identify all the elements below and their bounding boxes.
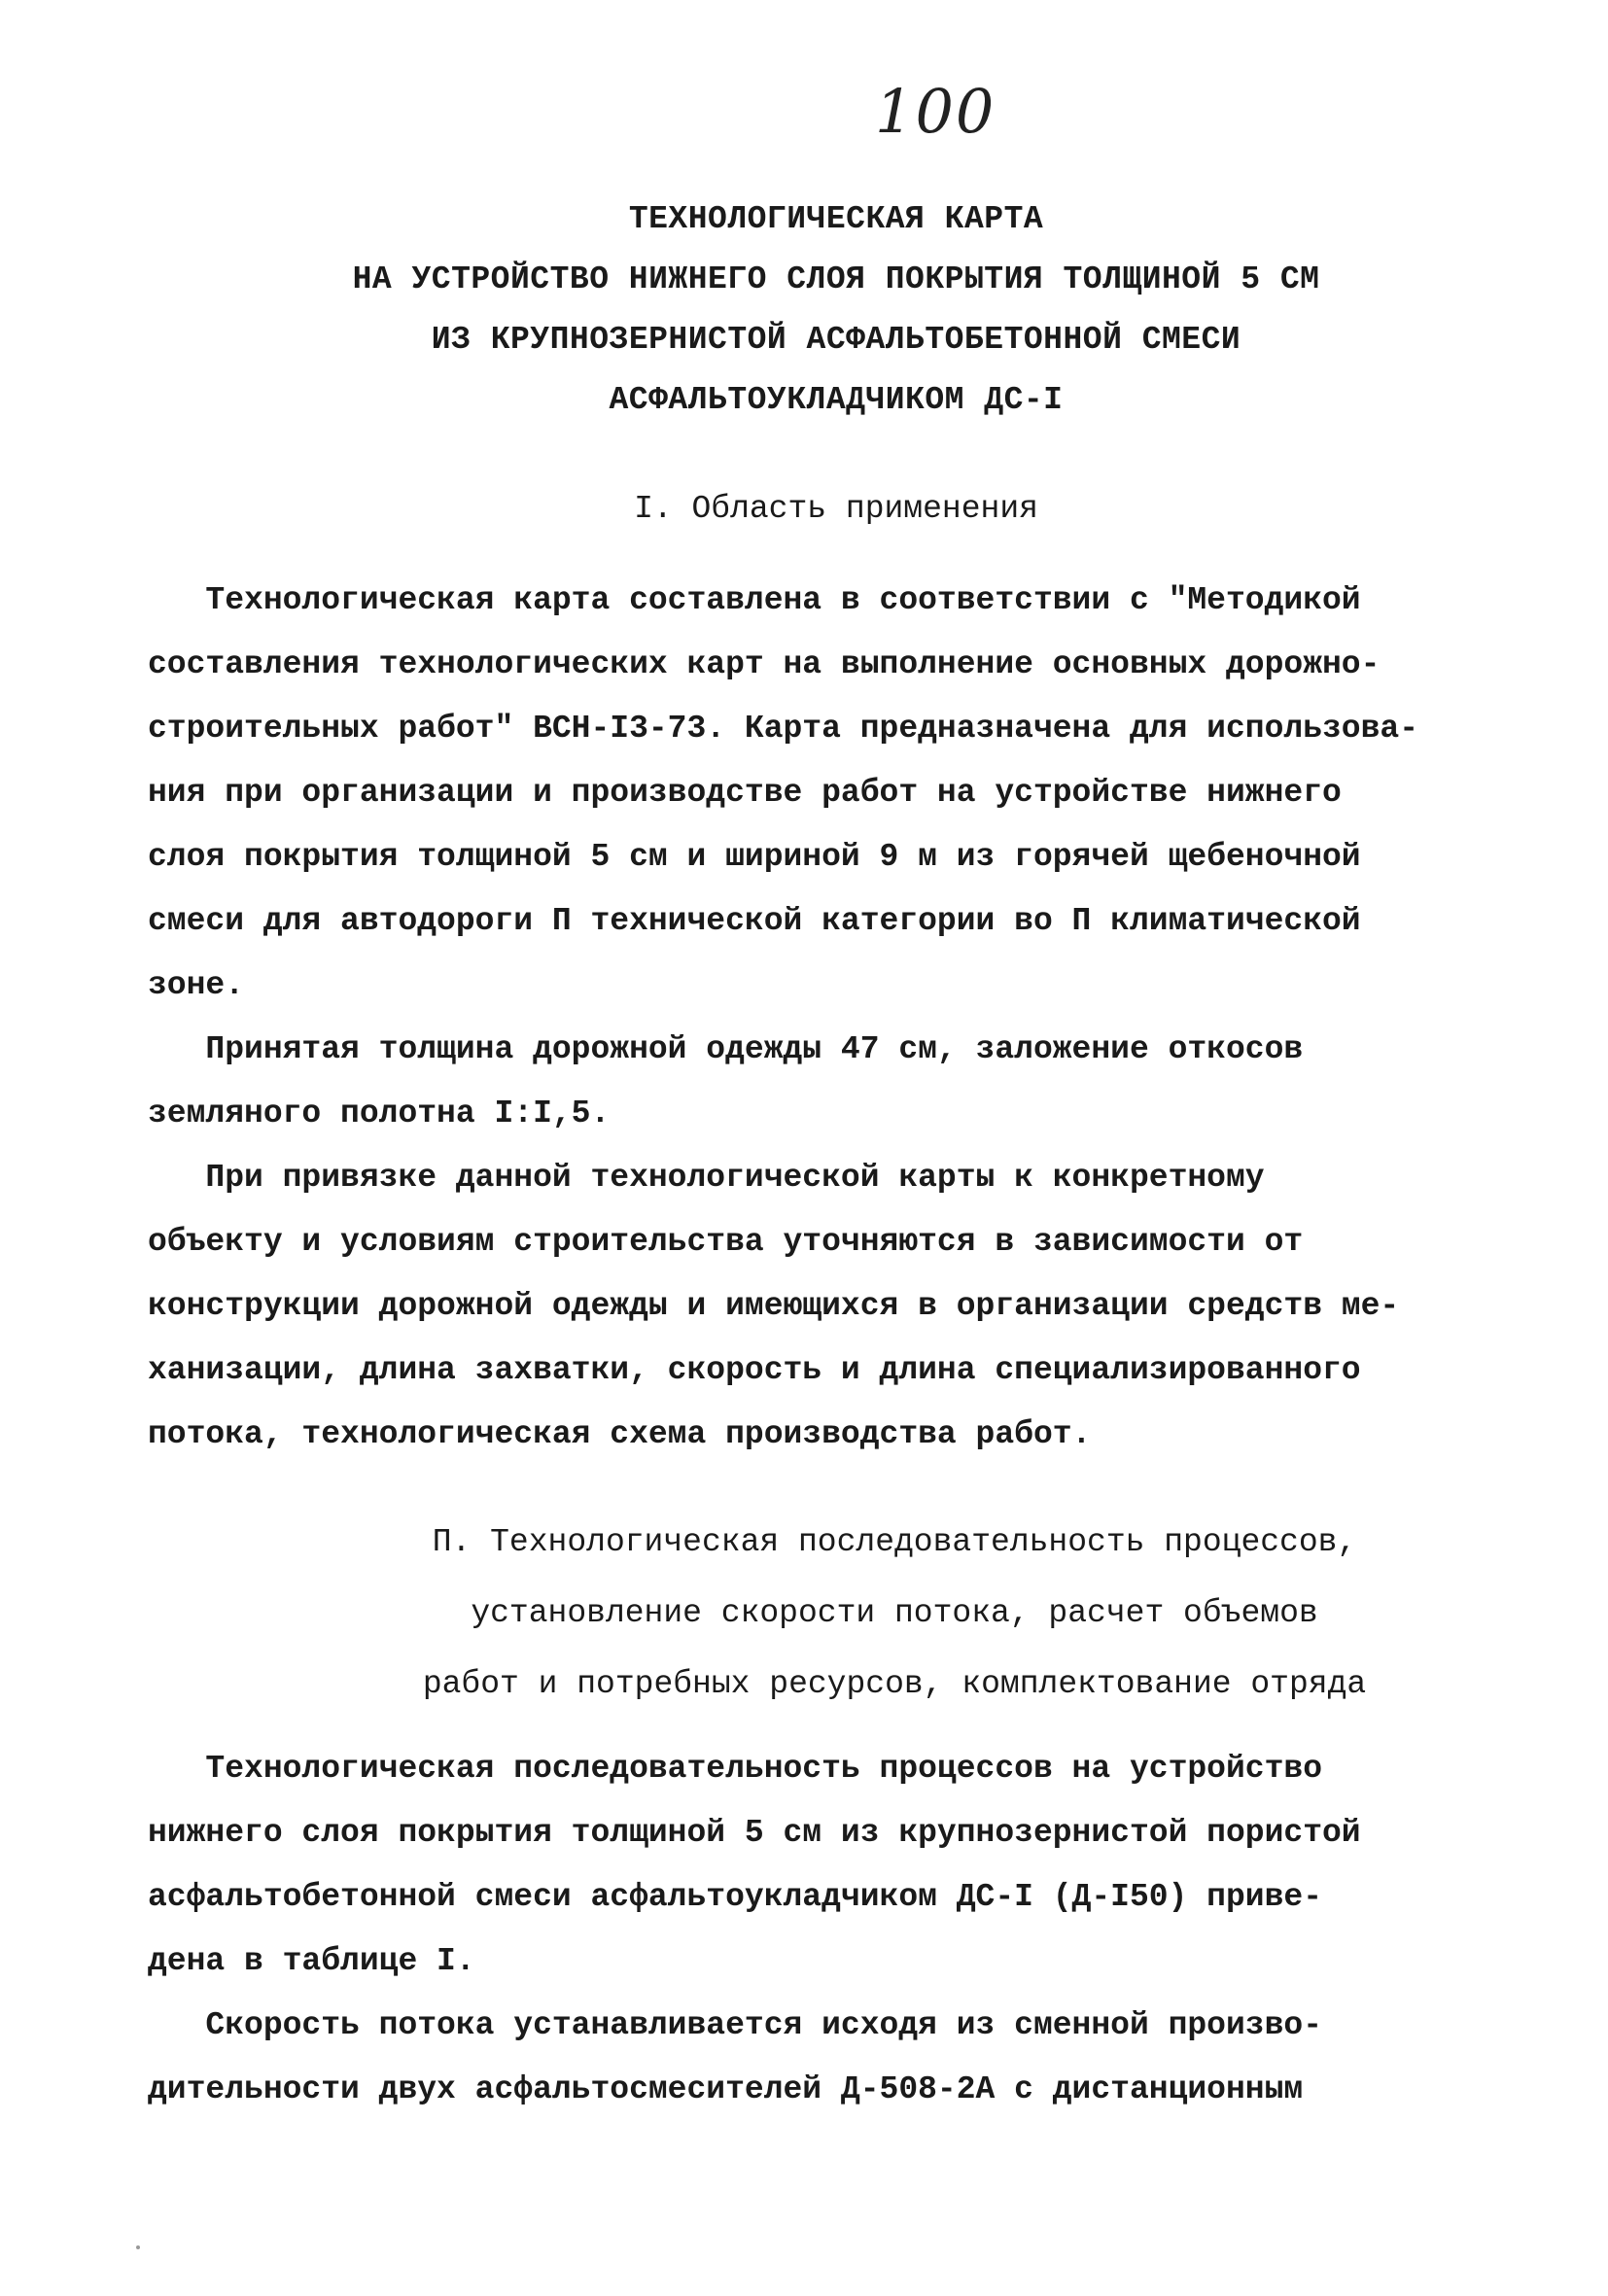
- document-title: [243, 190, 1429, 431]
- title-line: ИЗ КРУПНОЗЕРНИСТОЙ АСФАЛЬТОБЕТОННОЙ СМЕСИ: [431, 322, 1241, 358]
- paragraph: При привязке данной технологической карты к конкретному объекту и условиям строительства уточняются в зависимости от конструкции дорожной одежды и имеющихся в организации средств ме- ханизации, длина захватки, скорость и длина специализированного потока, технологическая схема производства работ.: [148, 1160, 1400, 1452]
- section-1-body: [148, 569, 1460, 1467]
- section-2-heading-line: установление скорости потока, расчет объемов: [471, 1595, 1318, 1631]
- scan-speck: [136, 2245, 140, 2249]
- paragraph: Скорость потока устанавливается исходя из сменной произво- дительности двух асфальтосмесителей Д-508-2А с дистанционным: [148, 2007, 1322, 2107]
- page-number: 100: [875, 76, 996, 147]
- section-2-heading: [243, 1507, 1546, 1720]
- paragraph: Принятая толщина дорожной одежды 47 см, заложение откосов земляного полотна I:I,5.: [148, 1031, 1304, 1131]
- section-2-heading-line: П. Технологическая последовательность процессов,: [432, 1524, 1357, 1560]
- paragraph: Технологическая последовательность процессов на устройство нижнего слоя покрытия толщиной 5 см из крупнозернистой пористой асфальтобетонной смеси асфальтоукладчиком ДС-I (Д-I50) приве- дена в таблице I.: [148, 1751, 1361, 1979]
- title-line: НА УСТРОЙСТВО НИЖНЕГО СЛОЯ ПОКРЫТИЯ ТОЛЩИНОЙ 5 СМ: [352, 261, 1320, 297]
- section-2-heading-line: работ и потребных ресурсов, комплектование отряда: [422, 1666, 1367, 1702]
- title-line: АСФАЛЬТОУКЛАДЧИКОМ ДС-I: [609, 382, 1064, 418]
- section-1-heading: I. Область применения: [634, 491, 1038, 527]
- section-2-body: [148, 1737, 1460, 2122]
- paragraph: Технологическая карта составлена в соответствии с "Методикой составления технологических карт на выполнение основных дорожно- строительных работ" ВСН-I3-73. Карта предназначена для использова- ния при организации и производстве работ на устройстве нижнего слоя покрытия толщиной 5 см и шириной 9 м из горячей щебеночной смеси для автодороги П технической категории во П климатической зоне.: [148, 582, 1419, 1003]
- title-line: ТЕХНОЛОГИЧЕСКАЯ КАРТА: [628, 201, 1044, 237]
